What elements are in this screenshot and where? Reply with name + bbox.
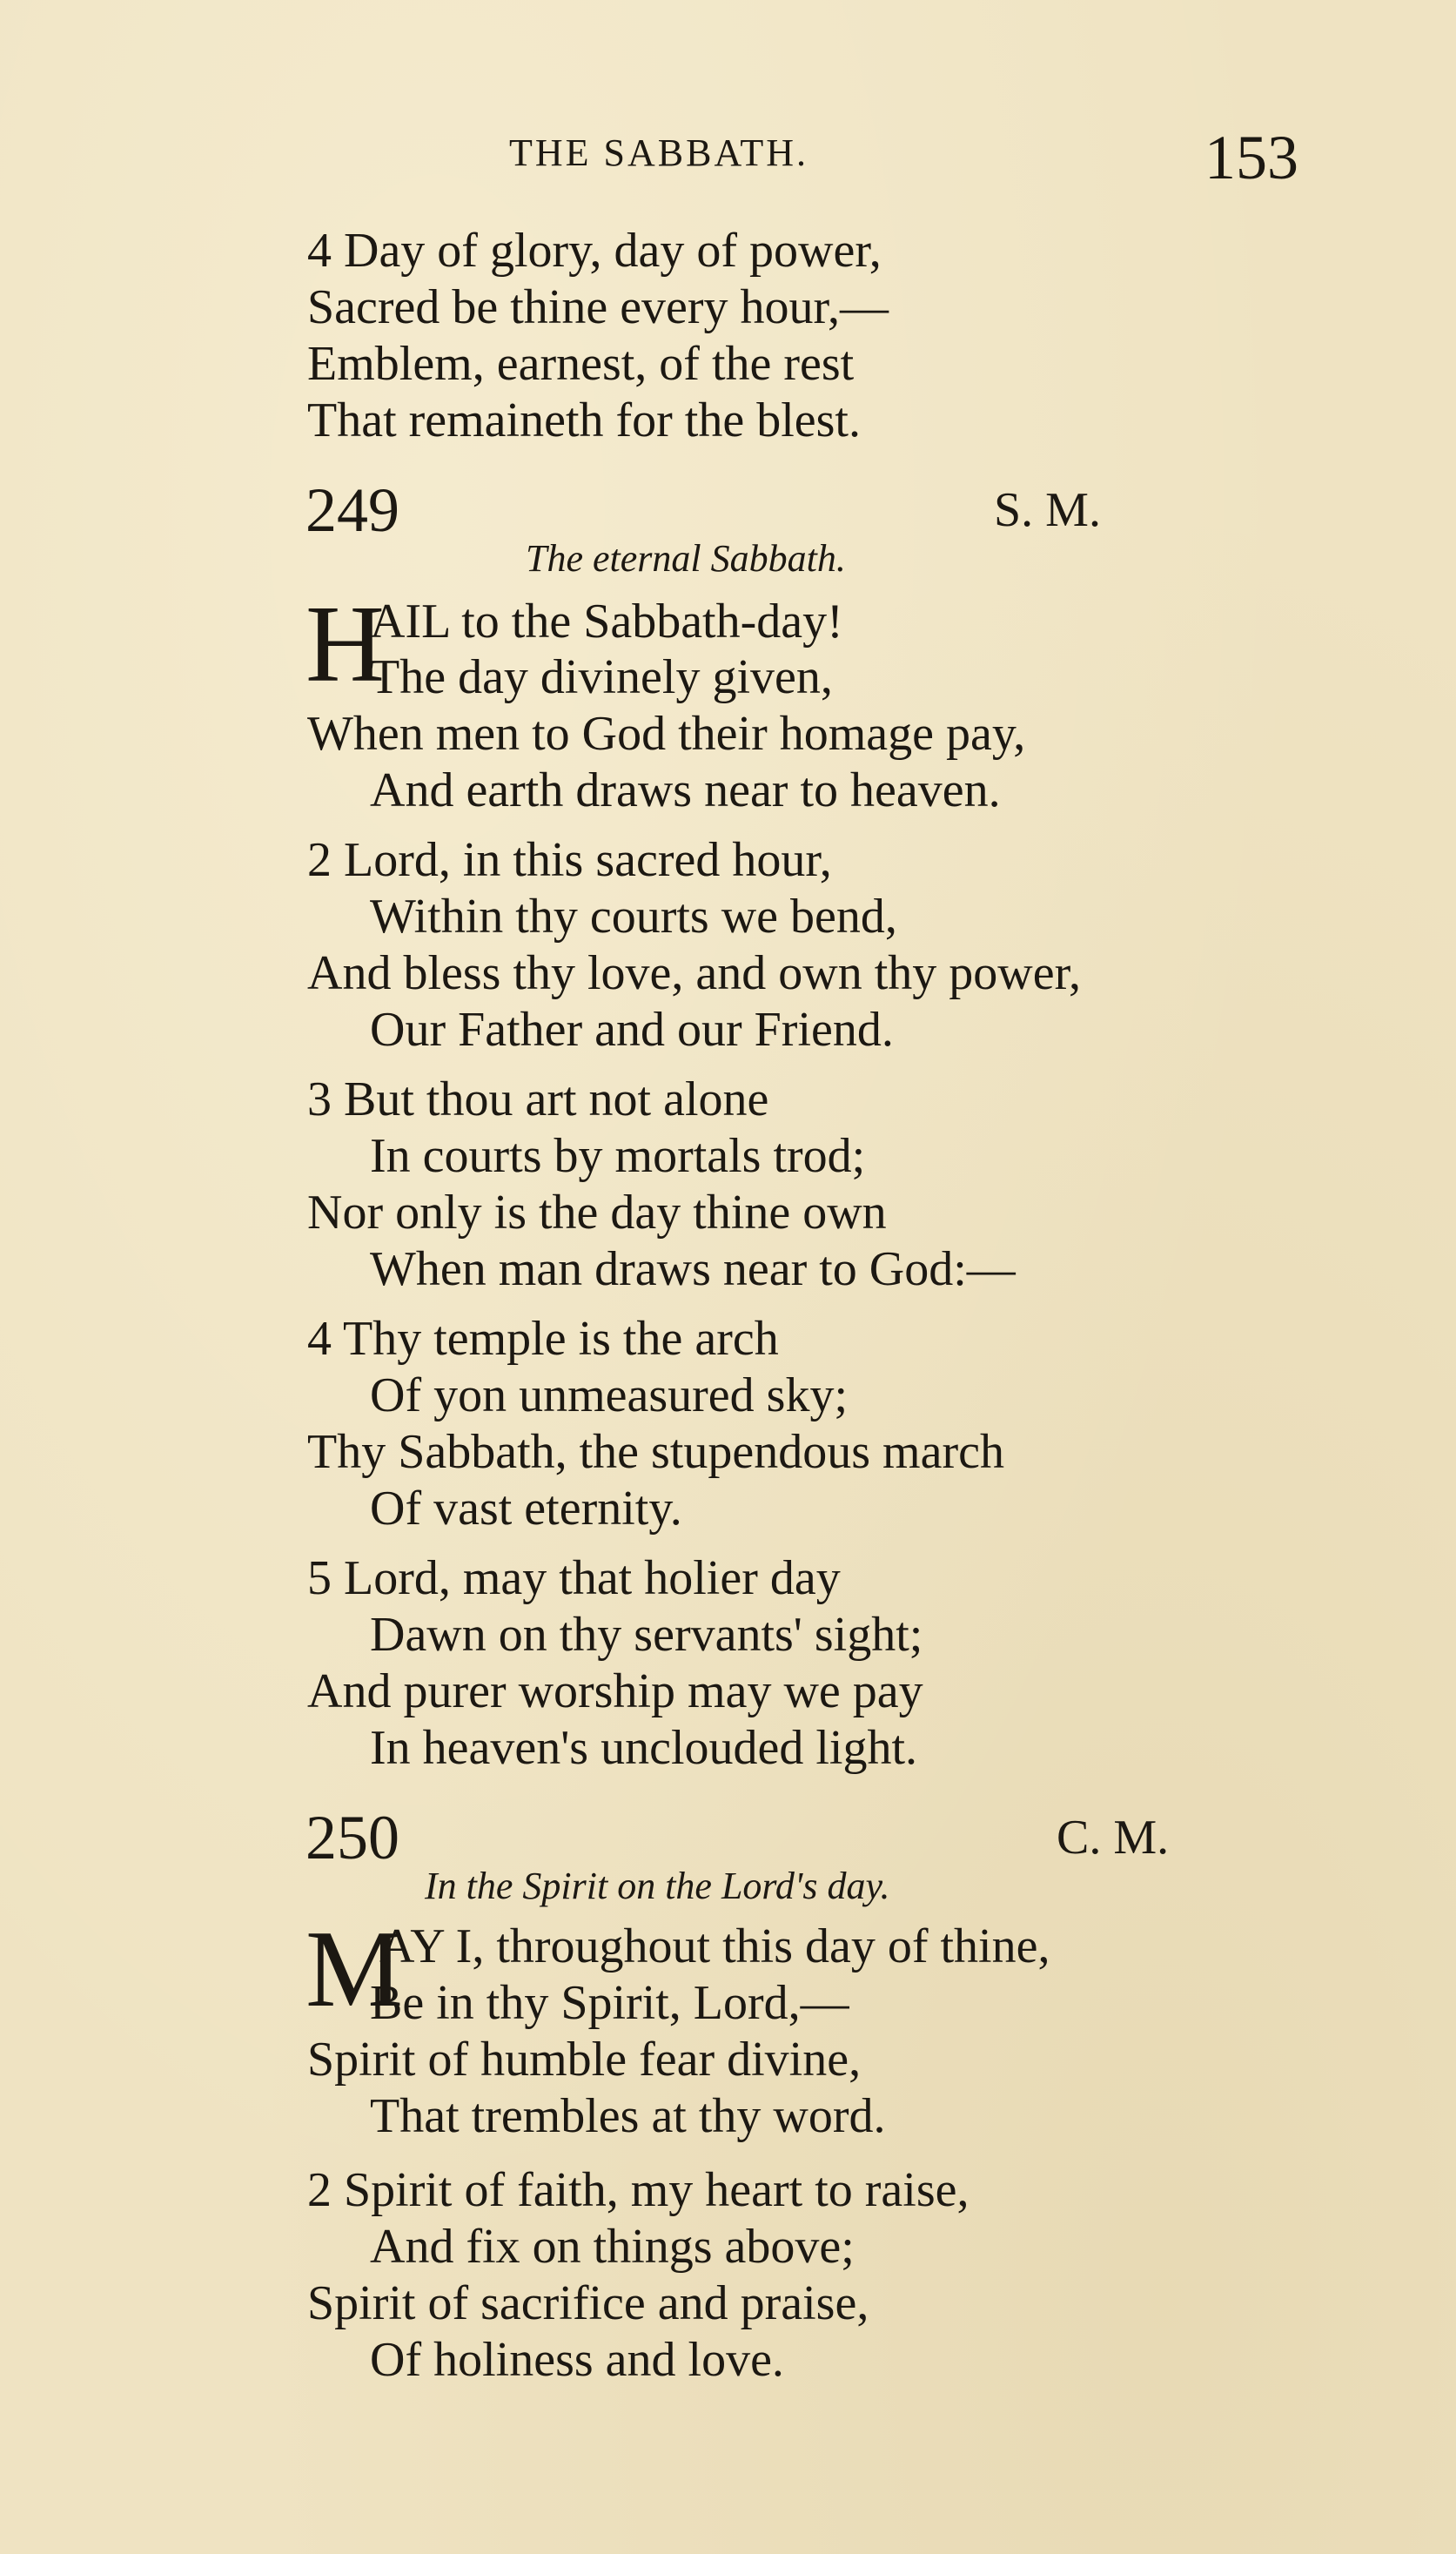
verse-line: When men to God their homage pay, [307, 707, 1026, 761]
verse-line: And bless thy love, and own thy power, [307, 946, 1081, 1000]
verse-line: Spirit of sacrifice and praise, [307, 2276, 869, 2330]
verse-line: Sacred be thine every hour,— [307, 280, 889, 334]
verse-line: Dawn on thy servants' sight; [370, 1608, 923, 1662]
verse-line: Thy Sabbath, the stupendous march [307, 1425, 1004, 1479]
verse-line: AIL to the Sabbath-day! [370, 595, 843, 649]
hymn-number: 250 [305, 1803, 399, 1872]
verse-line: Of vast eternity. [370, 1482, 682, 1536]
verse-line: Our Father and our Friend. [370, 1003, 894, 1057]
verse-line: That remaineth for the blest. [307, 393, 861, 447]
verse-line: Be in thy Spirit, Lord,— [370, 1976, 849, 2030]
drop-cap: H [305, 584, 385, 705]
running-title: THE SABBATH. [509, 131, 809, 174]
verse-line: And purer worship may we pay [307, 1664, 923, 1718]
verse-line: And fix on things above; [370, 2220, 855, 2274]
verse-line: Of holiness and love. [370, 2333, 784, 2387]
verse-line: When man draws near to God:— [370, 1242, 1016, 1296]
hymn-meter: C. M. [1057, 1811, 1170, 1865]
drop-cap: M [305, 1909, 404, 2030]
verse-line: 4 Day of glory, day of power, [307, 224, 882, 278]
verse-line: 5 Lord, may that holier day [307, 1551, 841, 1605]
verse-line: In heaven's unclouded light. [370, 1721, 918, 1775]
verse-line: 2 Spirit of faith, my heart to raise, [307, 2163, 970, 2217]
verse-line: 3 But thou art not alone [307, 1072, 769, 1126]
verse-line: In courts by mortals trod; [370, 1129, 866, 1183]
verse-line: Of yon unmeasured sky; [370, 1368, 849, 1422]
verse-line: And earth draws near to heaven. [370, 763, 1001, 817]
verse-line: Nor only is the day thine own [307, 1186, 887, 1240]
verse-line: Spirit of humble fear divine, [307, 2033, 862, 2087]
verse-line: AY I, throughout this day of thine, [379, 1919, 1050, 1973]
verse-line: 2 Lord, in this sacred hour, [307, 833, 832, 887]
hymn-number: 249 [305, 475, 399, 545]
verse-line: 4 Thy temple is the arch [307, 1312, 779, 1366]
page-number: 153 [1204, 123, 1298, 192]
hymn-title: The eternal Sabbath. [526, 537, 846, 580]
verse-line: The day divinely given, [370, 650, 833, 704]
verse-line: Emblem, earnest, of the rest [307, 337, 855, 391]
hymn-meter: S. M. [994, 483, 1101, 537]
verse-line: Within thy courts we bend, [370, 890, 897, 944]
verse-line: That trembles at thy word. [370, 2089, 886, 2143]
hymn-title: In the Spirit on the Lord's day. [425, 1865, 890, 1907]
